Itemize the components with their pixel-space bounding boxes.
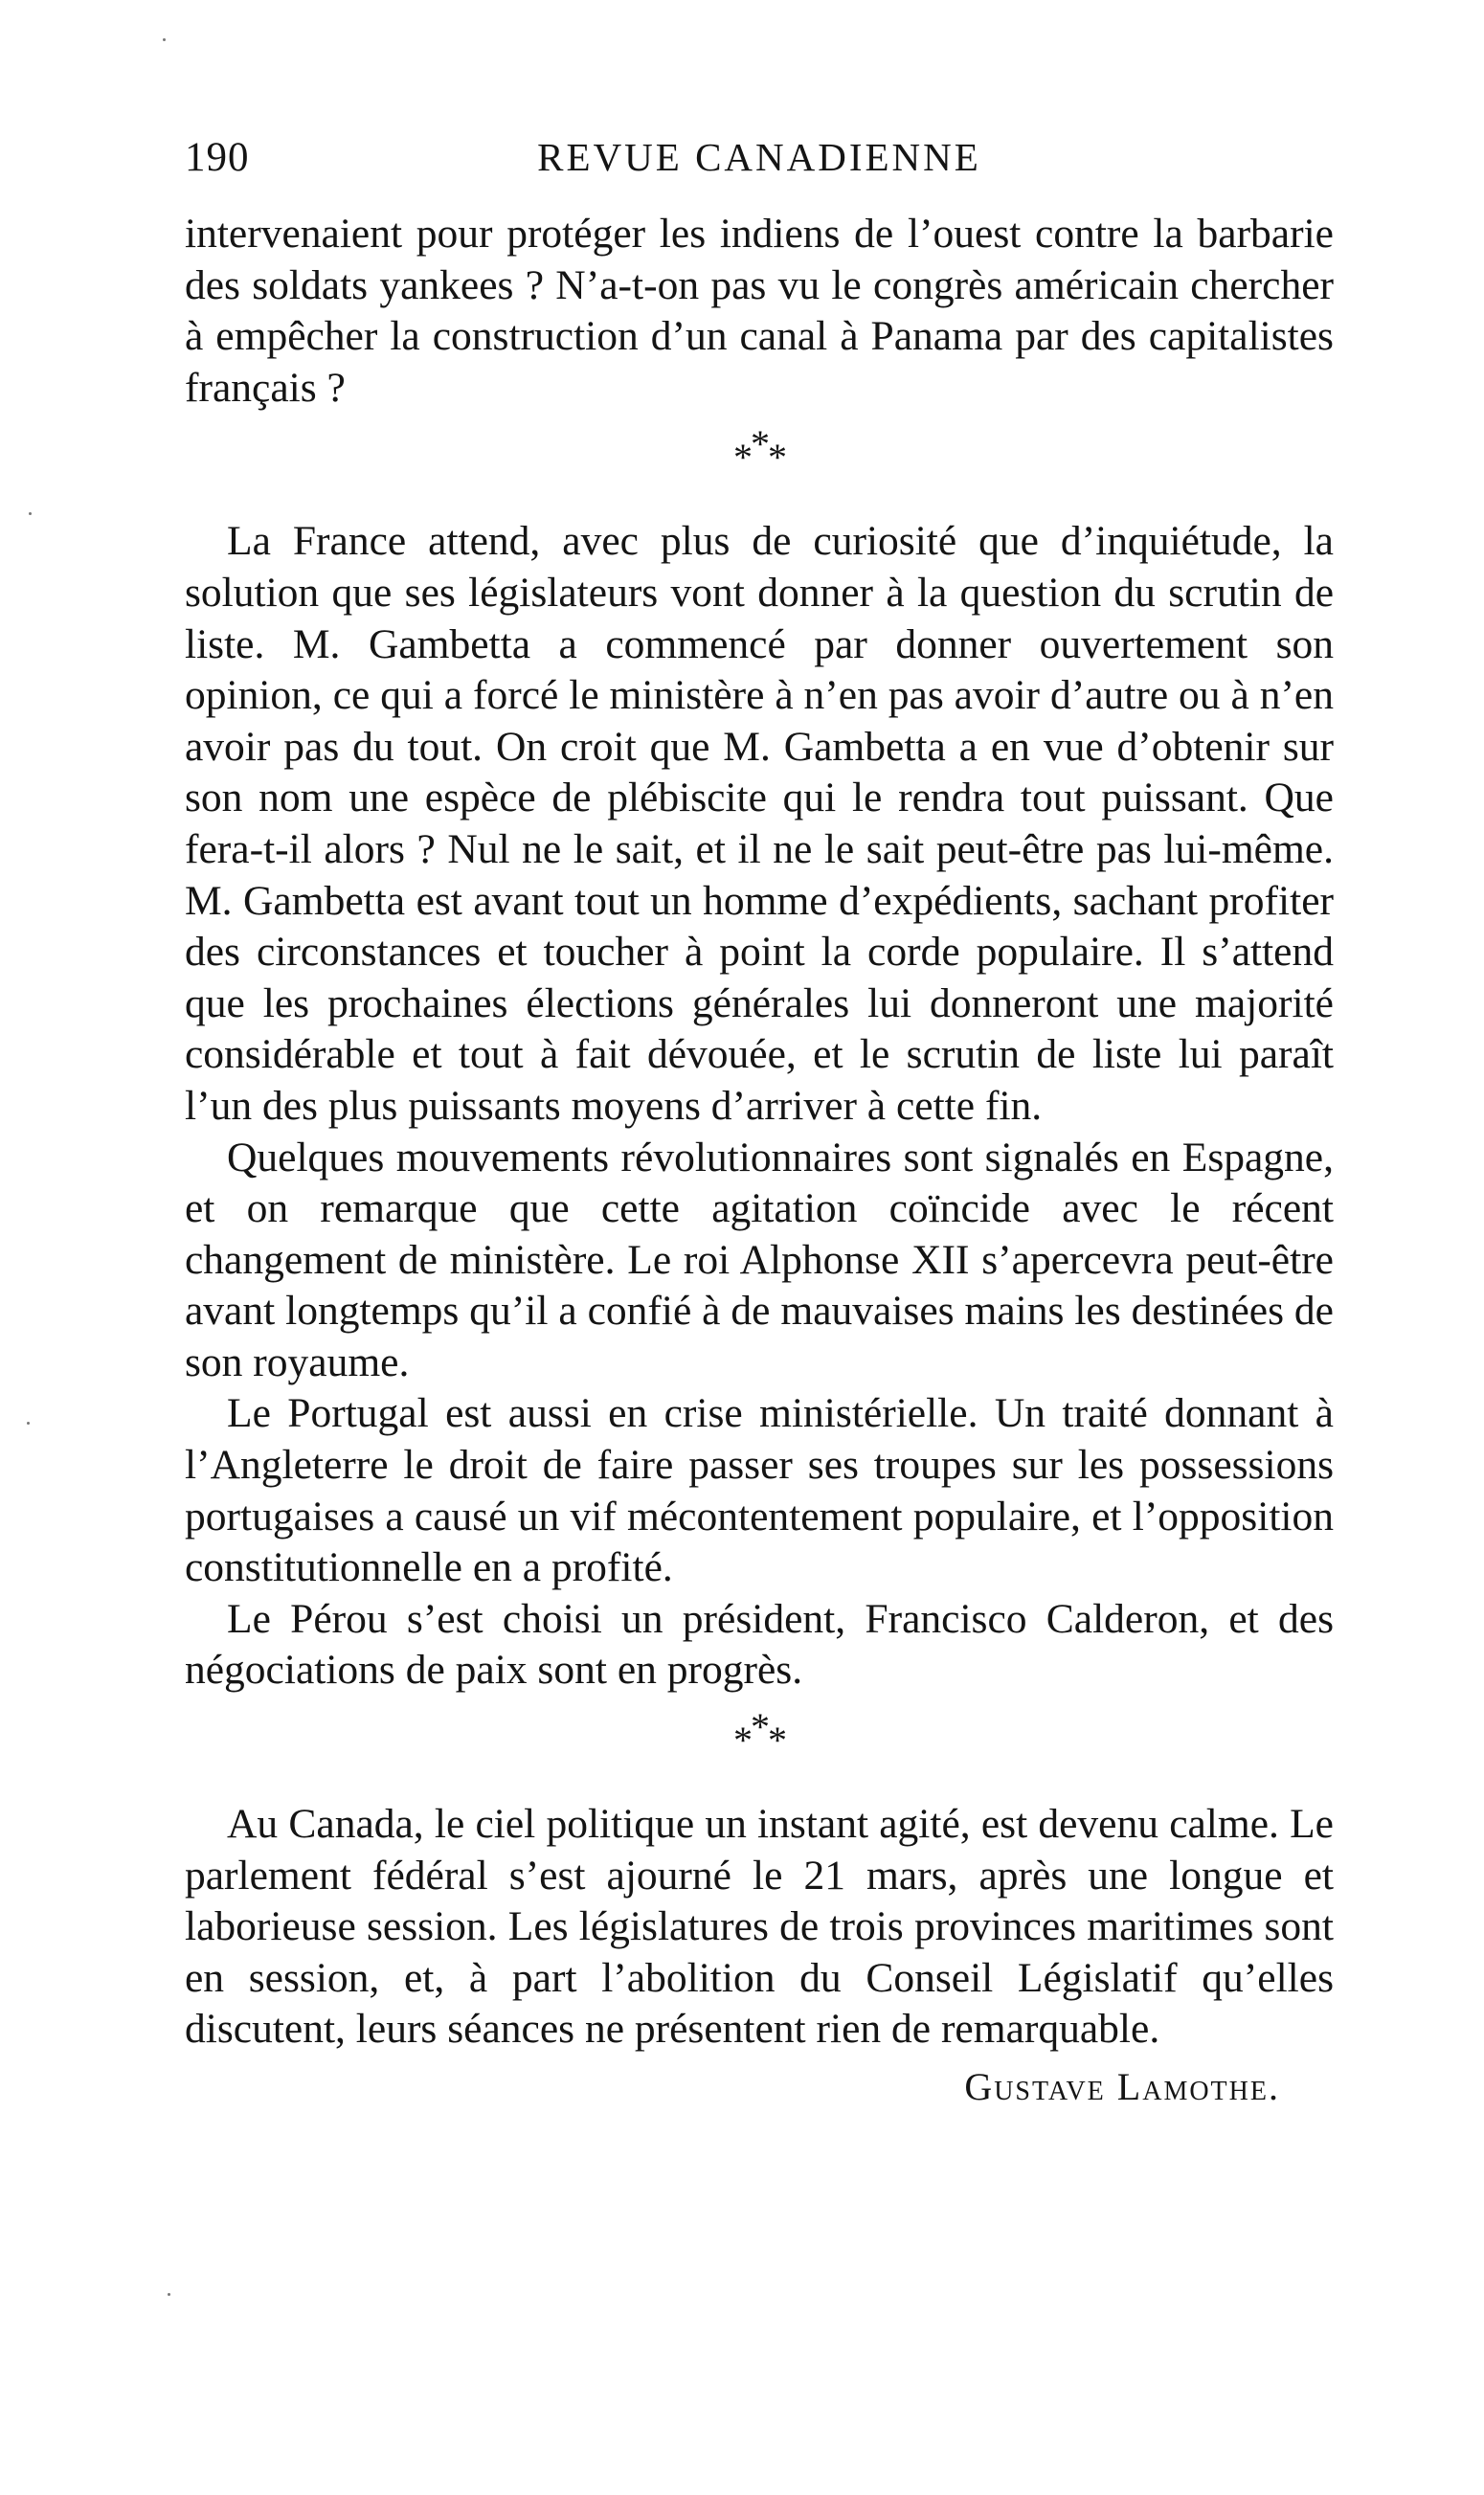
- paragraph-canada: Au Canada, le ciel politique un instant agité, est devenu calme. Le parlement fédéral s’est ajourné le 21 mars, après une longue et laborieuse session. Les législatures de trois provinces maritimes sont en session, et, à part l’abolition du Conseil Législatif qu’elles discutent, leurs séances ne présentent rien de remarquable.: [185, 1801, 1334, 2053]
- ink-speck: [29, 512, 32, 515]
- paragraph-france: La France attend, avec plus de curiosité que d’inquiétude, la solution que ses législateurs vont donner à la question du scrutin de liste. M. Gambetta a commencé par donner ouvertement son opinion, ce qui a forcé le ministère à n’en pas avoir d’autre ou à n’en avoir pas du tout. On croit que M. Gambetta a en vue d’obtenir sur son nom une espèce de plébiscite qui le rendra tout puissant. Que fera-t-il alors ? Nul ne le sait, et il ne le sait peut-être pas lui-même. M. Gambetta est avant tout un homme d’expédients, sachant profiter des circonstances et toucher à point la corde populaire. Il s’attend que les prochaines élections générales lui donneront une majorité considérable et tout à fait dévouée, et le scrutin de liste lui paraît l’un des plus puissants moyens d’arriver à cette fin.: [185, 518, 1334, 1129]
- section-break-asterism: [185, 414, 1334, 516]
- ink-speck: [168, 2293, 170, 2296]
- journal-title: REVUE CANADIENNE: [537, 135, 981, 179]
- ink-speck: [27, 1422, 30, 1425]
- paragraph-portugal: Le Portugal est aussi en crise ministérielle. Un traité donnant à l’Angleterre le droit de faire passer ses troupes sur les possessions portugaises a causé un vif mécontentement populaire, et l’opposition constitutionnelle en a profité.: [185, 1390, 1334, 1591]
- running-head: [185, 134, 1334, 191]
- section-break-asterism: [185, 1697, 1334, 1799]
- author-signature: Gustave Lamothe.: [964, 2065, 1280, 2108]
- article-body: [185, 209, 1334, 2113]
- ink-speck: [163, 38, 166, 41]
- asterism-glyphs: ***: [733, 422, 785, 480]
- paragraph-continuation: intervenaient pour protéger les indiens de l’ouest contre la barbarie des soldats yankees ? N’a-t-on pas vu le congrès américain chercher à empêcher la construction d’un canal à Panama par des capitalistes français ?: [185, 211, 1334, 411]
- paragraph-espagne: Quelques mouvements révolutionnaires sont signalés en Espagne, et on remarque que cette agitation coïncide avec le récent changement de ministère. Le roi Alphonse XII s’apercevra peut-être avant longtemps qu’il a confié à de mauvaises mains les destinées de son royaume.: [185, 1134, 1334, 1385]
- paragraph-perou: Le Pérou s’est choisi un président, Francisco Calderon, et des négociations de paix sont en progrès.: [185, 1595, 1334, 1694]
- page-number: 190: [185, 135, 250, 180]
- asterism-glyphs: ***: [733, 1705, 785, 1763]
